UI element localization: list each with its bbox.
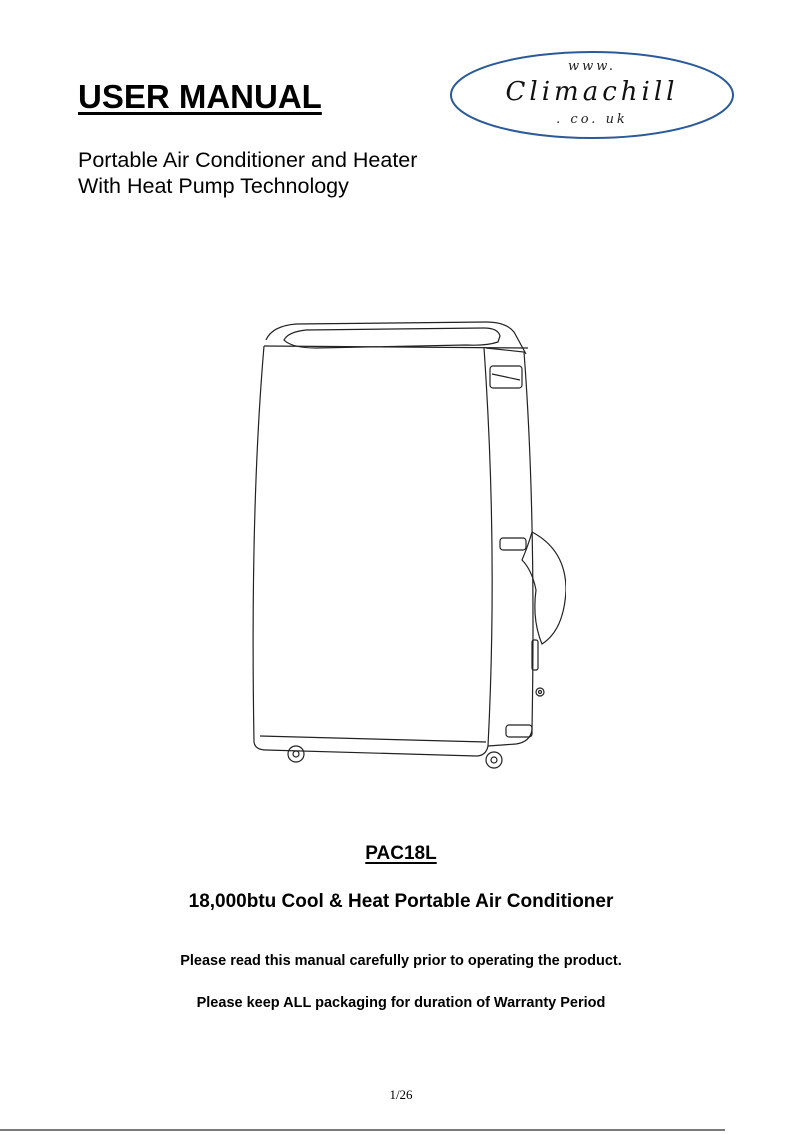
logo-prefix: www. <box>568 59 616 74</box>
logo-suffix: . co. uk <box>556 112 628 127</box>
footer-divider <box>0 1129 725 1131</box>
keep-packaging-notice: Please keep ALL packaging for duration of Warranty Period <box>196 995 606 1011</box>
document-subtitle <box>78 147 417 199</box>
climachill-logo <box>449 50 735 140</box>
page-number: 1/26 <box>389 1087 413 1102</box>
model-number <box>0 843 802 865</box>
product-description: 18,000btu Cool & Heat Portable Air Conditioner <box>188 891 614 912</box>
air-conditioner-illustration <box>236 310 566 770</box>
subtitle-line-2: With Heat Pump Technology <box>78 174 349 198</box>
read-manual-notice: Please read this manual carefully prior to operating the product. <box>180 953 622 969</box>
page-title: USER MANUAL <box>78 78 322 115</box>
logo-brand: Climachill <box>505 77 679 107</box>
model-number-text: PAC18L <box>365 843 437 864</box>
air-conditioner-icon <box>236 310 566 770</box>
subtitle-line-1: Portable Air Conditioner and Heater <box>78 148 418 172</box>
